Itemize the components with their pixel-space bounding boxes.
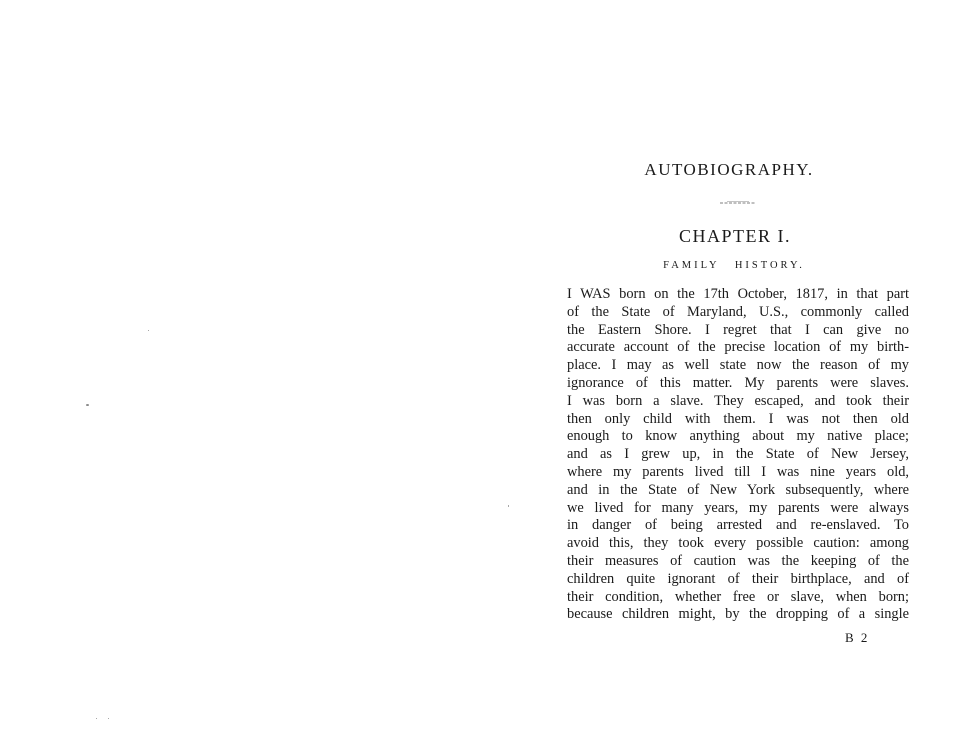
- body-line: where my parents lived till I was nine years old,: [567, 463, 909, 480]
- paper-speck: [148, 330, 149, 331]
- body-line: then only child with them. I was not then old: [567, 410, 909, 427]
- running-title: AUTOBIOGRAPHY.: [644, 160, 814, 179]
- ornamental-rule: [719, 199, 757, 206]
- body-line: place. I may as well state now the reason of my: [567, 357, 909, 374]
- body-line: avoid this, they took every possible caution: among: [567, 535, 909, 552]
- chapter-body-text: [567, 286, 909, 624]
- body-line: of the State of Maryland, U.S., commonly called: [567, 303, 909, 320]
- body-line: I was born a slave. They escaped, and took their: [567, 392, 909, 409]
- body-line: the Eastern Shore. I regret that I can give no: [567, 321, 909, 338]
- paper-speck: [96, 718, 97, 719]
- body-line: we lived for many years, my parents were always: [567, 499, 909, 516]
- body-line: ignorance of this matter. My parents were slaves.: [567, 374, 909, 391]
- body-line: their measures of caution was the keeping of the: [567, 552, 909, 569]
- right-page: [490, 0, 980, 742]
- signature-mark: B 2: [845, 630, 870, 645]
- body-line: because children might, by the dropping of a single: [567, 606, 909, 623]
- chapter-subtitle: FAMILY HISTORY.: [663, 260, 805, 271]
- body-line: their condition, whether free or slave, when born;: [567, 588, 909, 605]
- paper-speck: [86, 404, 89, 406]
- body-line: in danger of being arrested and re-enslaved. To: [567, 517, 909, 534]
- body-line: children quite ignorant of their birthplace, and of: [567, 570, 909, 587]
- body-line: and as I grew up, in the State of New Jersey,: [567, 446, 909, 463]
- body-line: and in the State of New York subsequently, where: [567, 481, 909, 498]
- body-line: I WAS born on the 17th October, 1817, in that part: [567, 286, 909, 302]
- body-line: accurate account of the precise location of my birth-: [567, 339, 909, 356]
- chapter-heading: CHAPTER I.: [678, 226, 791, 246]
- paper-speck: [108, 718, 109, 719]
- body-line: enough to know anything about my native place;: [567, 428, 909, 445]
